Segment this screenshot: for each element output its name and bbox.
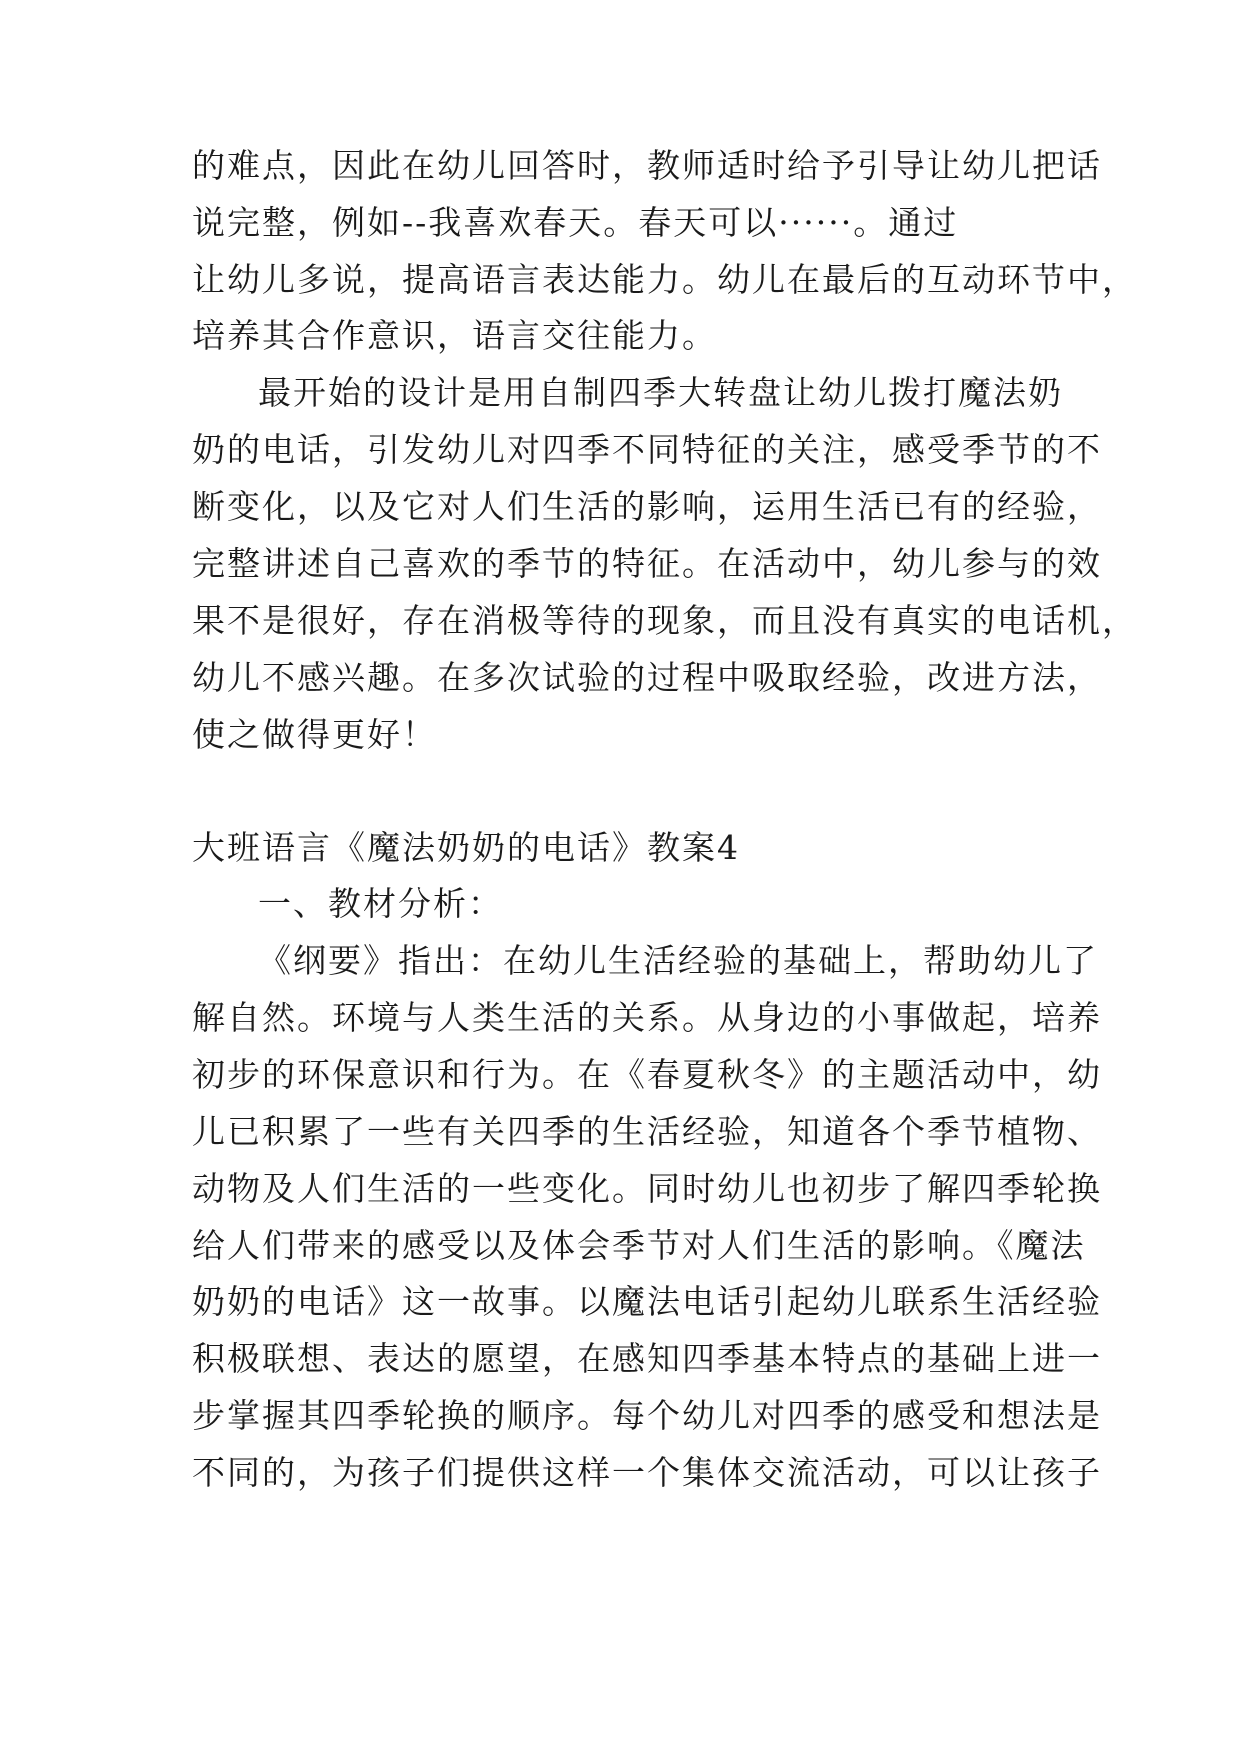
text-line: 断变化，以及它对人们生活的影响，运用生活已有的经验， <box>192 487 1102 526</box>
text-line: 动物及人们生活的一些变化。同时幼儿也初步了解四季轮换 <box>192 1169 1102 1208</box>
text-line: 《纲要》指出：在幼儿生活经验的基础上，帮助幼儿了 <box>258 941 1098 980</box>
text-line: 幼儿不感兴趣。在多次试验的过程中吸取经验，改进方法， <box>192 658 1102 697</box>
text-line: 最开始的设计是用自制四季大转盘让幼儿拨打魔法奶 <box>258 373 1063 412</box>
text-line: 奶奶的电话》这一故事。以魔法电话引起幼儿联系生活经验 <box>192 1282 1102 1321</box>
text-line: 初步的环保意识和行为。在《春夏秋冬》的主题活动中，幼 <box>192 1055 1102 1094</box>
text-line: 使之做得更好！ <box>192 715 437 754</box>
text-line: 奶的电话，引发幼儿对四季不同特征的关注，感受季节的不 <box>192 430 1102 469</box>
subheading: 一、教材分析： <box>258 884 503 923</box>
text-line: 积极联想、表达的愿望，在感知四季基本特点的基础上进一 <box>192 1339 1102 1378</box>
text-line: 说完整，例如--我喜欢春天。春天可以······。通过 <box>192 203 959 242</box>
text-line: 果不是很好，存在消极等待的现象，而且没有真实的电话机， <box>192 601 1137 640</box>
text-line: 的难点，因此在幼儿回答时，教师适时给予引导让幼儿把话 <box>192 146 1102 185</box>
text-line: 解自然。环境与人类生活的关系。从身边的小事做起，培养 <box>192 998 1102 1037</box>
text-line: 给人们带来的感受以及体会季节对人们生活的影响。《魔法 <box>192 1226 1086 1265</box>
text-line: 步掌握其四季轮换的顺序。每个幼儿对四季的感受和想法是 <box>192 1396 1102 1435</box>
text-line: 儿已积累了一些有关四季的生活经验，知道各个季节植物、 <box>192 1112 1102 1151</box>
text-line: 培养其合作意识，语言交往能力。 <box>192 316 717 355</box>
text-line: 让幼儿多说，提高语言表达能力。幼儿在最后的互动环节中， <box>192 260 1137 299</box>
text-line: 不同的，为孩子们提供这样一个集体交流活动，可以让孩子 <box>192 1453 1102 1492</box>
section-title: 大班语言《魔法奶奶的电话》教案4 <box>192 828 740 867</box>
text-line: 完整讲述自己喜欢的季节的特征。在活动中，幼儿参与的效 <box>192 544 1102 583</box>
